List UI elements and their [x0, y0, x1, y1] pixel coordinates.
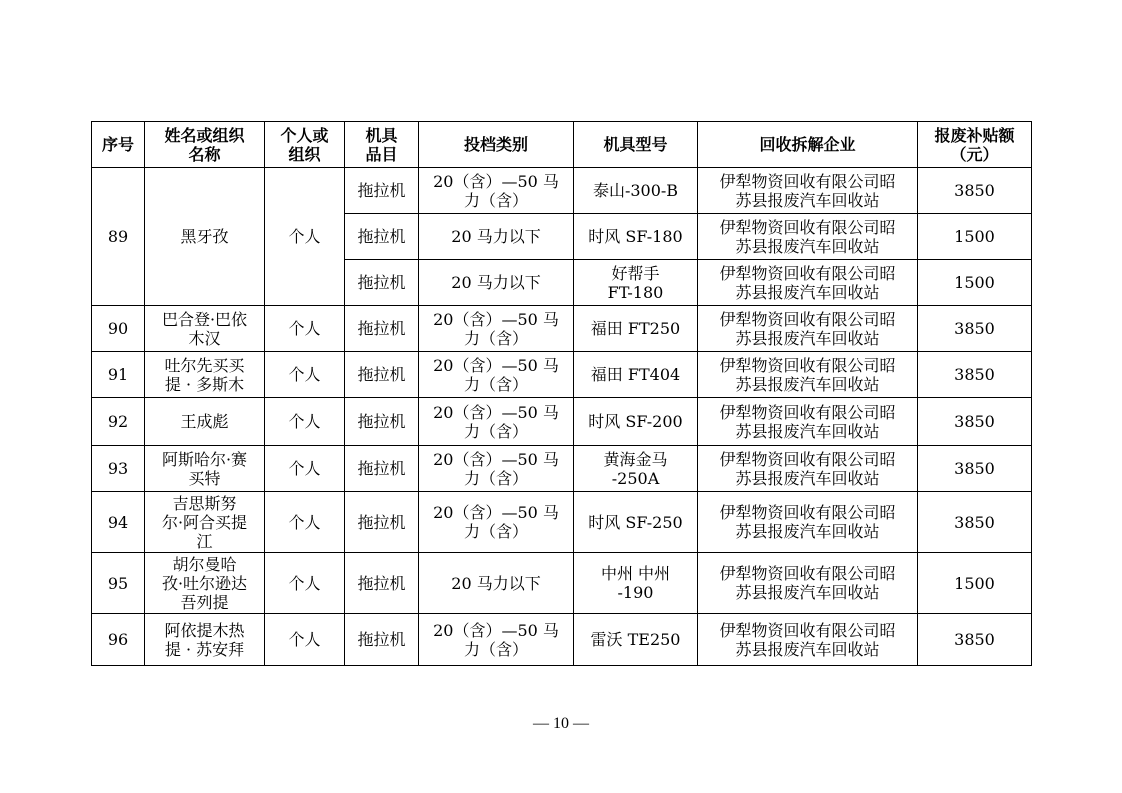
cell-name: 黑牙孜	[145, 168, 265, 306]
cell-type: 个人	[265, 168, 345, 306]
cell-model: 雷沃 TE250	[574, 614, 698, 666]
cell-no: 95	[92, 553, 145, 614]
header-no: 序号	[92, 122, 145, 168]
cell-type: 个人	[265, 352, 345, 398]
cell-amount: 1500	[918, 260, 1032, 306]
cell-amount: 3850	[918, 398, 1032, 446]
header-company: 回收拆解企业	[698, 122, 918, 168]
cell-type: 个人	[265, 614, 345, 666]
cell-amount: 1500	[918, 214, 1032, 260]
cell-item: 拖拉机	[345, 168, 419, 214]
cell-item: 拖拉机	[345, 260, 419, 306]
cell-type: 个人	[265, 306, 345, 352]
cell-category: 20（含）—50 马 力（含）	[419, 306, 574, 352]
cell-company: 伊犁物资回收有限公司昭 苏县报废汽车回收站	[698, 260, 918, 306]
cell-category: 20（含）—50 马 力（含）	[419, 398, 574, 446]
table-row	[92, 306, 1032, 352]
cell-no: 90	[92, 306, 145, 352]
cell-model: 黄海金马 -250A	[574, 446, 698, 492]
cell-item: 拖拉机	[345, 214, 419, 260]
cell-item: 拖拉机	[345, 553, 419, 614]
cell-model: 好帮手 FT-180	[574, 260, 698, 306]
header-model: 机具型号	[574, 122, 698, 168]
cell-category: 20 马力以下	[419, 214, 574, 260]
cell-type: 个人	[265, 446, 345, 492]
cell-name: 阿斯哈尔·赛 买特	[145, 446, 265, 492]
cell-category: 20（含）—50 马 力（含）	[419, 168, 574, 214]
cell-name: 吉思斯努 尔·阿合买提 江	[145, 492, 265, 553]
table-row	[92, 168, 1032, 214]
cell-company: 伊犁物资回收有限公司昭 苏县报废汽车回收站	[698, 168, 918, 214]
cell-model: 福田 FT404	[574, 352, 698, 398]
cell-model: 福田 FT250	[574, 306, 698, 352]
cell-item: 拖拉机	[345, 492, 419, 553]
cell-model: 时风 SF-200	[574, 398, 698, 446]
table-row	[92, 553, 1032, 614]
cell-type: 个人	[265, 398, 345, 446]
cell-company: 伊犁物资回收有限公司昭 苏县报废汽车回收站	[698, 214, 918, 260]
cell-model: 泰山-300-B	[574, 168, 698, 214]
cell-item: 拖拉机	[345, 398, 419, 446]
table-row	[92, 352, 1032, 398]
page-number: — 10 —	[533, 715, 589, 732]
table-row	[92, 398, 1032, 446]
cell-no: 91	[92, 352, 145, 398]
cell-category: 20（含）—50 马 力（含）	[419, 492, 574, 553]
header-category: 投档类别	[419, 122, 574, 168]
cell-no: 96	[92, 614, 145, 666]
cell-name: 阿依提木热 提 · 苏安拜	[145, 614, 265, 666]
cell-amount: 3850	[918, 492, 1032, 553]
cell-amount: 1500	[918, 553, 1032, 614]
cell-name: 巴合登·巴依 木汉	[145, 306, 265, 352]
cell-amount: 3850	[918, 168, 1032, 214]
cell-category: 20 马力以下	[419, 553, 574, 614]
cell-item: 拖拉机	[345, 614, 419, 666]
table-row	[92, 446, 1032, 492]
cell-company: 伊犁物资回收有限公司昭 苏县报废汽车回收站	[698, 352, 918, 398]
cell-name: 吐尔先买买 提 · 多斯木	[145, 352, 265, 398]
cell-company: 伊犁物资回收有限公司昭 苏县报废汽车回收站	[698, 306, 918, 352]
cell-model: 时风 SF-180	[574, 214, 698, 260]
table-row	[92, 492, 1032, 553]
header-name: 姓名或组织 名称	[145, 122, 265, 168]
cell-no: 92	[92, 398, 145, 446]
cell-no: 93	[92, 446, 145, 492]
header-amount: 报废补贴额 （元）	[918, 122, 1032, 168]
cell-category: 20（含）—50 马 力（含）	[419, 614, 574, 666]
cell-amount: 3850	[918, 614, 1032, 666]
header-type: 个人或 组织	[265, 122, 345, 168]
cell-name: 王成彪	[145, 398, 265, 446]
cell-category: 20（含）—50 马 力（含）	[419, 352, 574, 398]
cell-no: 94	[92, 492, 145, 553]
cell-model: 中州 中州 -190	[574, 553, 698, 614]
cell-type: 个人	[265, 492, 345, 553]
cell-company: 伊犁物资回收有限公司昭 苏县报废汽车回收站	[698, 446, 918, 492]
table-row	[92, 614, 1032, 666]
cell-category: 20 马力以下	[419, 260, 574, 306]
header-item: 机具 品目	[345, 122, 419, 168]
cell-company: 伊犁物资回收有限公司昭 苏县报废汽车回收站	[698, 553, 918, 614]
cell-item: 拖拉机	[345, 352, 419, 398]
cell-company: 伊犁物资回收有限公司昭 苏县报废汽车回收站	[698, 492, 918, 553]
cell-item: 拖拉机	[345, 306, 419, 352]
cell-amount: 3850	[918, 306, 1032, 352]
cell-item: 拖拉机	[345, 446, 419, 492]
cell-type: 个人	[265, 553, 345, 614]
cell-no: 89	[92, 168, 145, 306]
subsidy-table	[91, 121, 1032, 666]
cell-amount: 3850	[918, 446, 1032, 492]
cell-company: 伊犁物资回收有限公司昭 苏县报废汽车回收站	[698, 614, 918, 666]
header-row	[92, 122, 1032, 168]
cell-category: 20（含）—50 马 力（含）	[419, 446, 574, 492]
cell-company: 伊犁物资回收有限公司昭 苏县报废汽车回收站	[698, 398, 918, 446]
cell-name: 胡尔曼哈 孜·吐尔逊达 吾列提	[145, 553, 265, 614]
cell-amount: 3850	[918, 352, 1032, 398]
cell-model: 时风 SF-250	[574, 492, 698, 553]
